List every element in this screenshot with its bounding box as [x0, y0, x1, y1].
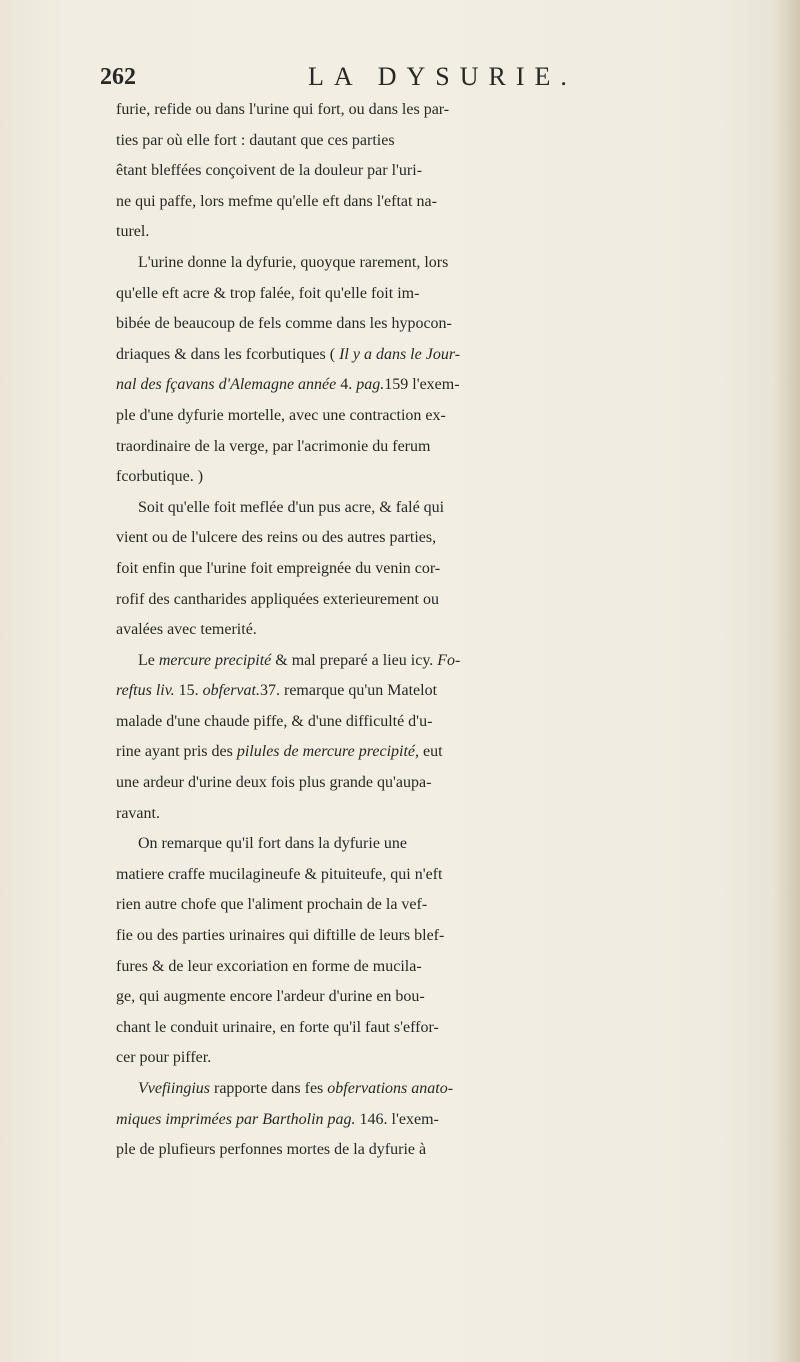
text-run: turel.: [116, 223, 150, 241]
text-line: [116, 187, 776, 218]
text-run: 37. remarque qu'un Matelot: [259, 682, 438, 700]
text-line: [116, 860, 776, 891]
text-run: rapporte dans fes: [209, 1080, 328, 1097]
text-run: fie ou des parties urinaires qui diftille de leurs blef-: [116, 927, 445, 945]
text-run: vient ou de l'ulcere des reins ou des autres parties,: [116, 529, 437, 547]
text-run: ple de plufieurs perfonnes mortes de la dyfurie à: [116, 1141, 427, 1159]
text-run: rofif des cantharides appliquées exterieurement ou: [116, 590, 439, 608]
text-run: 4.: [340, 376, 357, 394]
text-run: driaques & dans les fcorbutiques (: [116, 345, 340, 363]
italic-text: Il y a dans le Jour-: [339, 345, 461, 363]
text-line: [116, 676, 776, 707]
text-run: & mal preparé a lieu icy.: [271, 651, 438, 669]
text-line: [116, 217, 776, 248]
page-header: [100, 62, 700, 94]
text-line: [116, 829, 776, 860]
text-run: bibée de beaucoup de fels comme dans les hypocon-: [116, 315, 452, 333]
text-run: ties par où elle fort : dautant que ces parties: [116, 131, 395, 149]
italic-text: reftus liv.: [116, 682, 179, 700]
text-run: avalées avec temerité.: [116, 621, 257, 639]
text-run: foit enfin que l'urine foit empreignée du venin cor-: [116, 559, 441, 577]
italic-text: miques imprimées par Bartholin pag.: [116, 1110, 356, 1128]
text-line: [116, 799, 776, 830]
text-run: rine ayant pris des: [116, 743, 237, 761]
text-line: [116, 401, 776, 432]
text-run: cer pour piffer.: [116, 1049, 212, 1067]
italic-text: obfervations anato-: [327, 1080, 454, 1097]
text-line: [116, 646, 776, 677]
text-line: [116, 432, 776, 463]
text-run: ne qui paffe, lors mefme qu'elle eft dans l'eftat na-: [116, 192, 437, 210]
text-line: [116, 1013, 776, 1044]
text-run: traordinaire de la verge, par l'acrimonie du ferum: [116, 437, 431, 455]
text-run: 159 l'exem-: [384, 376, 460, 394]
text-run: rien autre chofe que l'aliment prochain de la vef-: [116, 896, 428, 914]
text-run: êtant bleffées conçoivent de la douleur par l'uri-: [116, 162, 423, 180]
italic-text: Fo-: [437, 651, 461, 669]
text-run: chant le conduit urinaire, en forte qu'il faut s'effor-: [116, 1018, 439, 1036]
text-run: fcorbutique. ): [116, 468, 204, 486]
text-line: [116, 585, 776, 616]
text-run: L'urine donne la dyfurie, quoyque rarement, lors: [138, 253, 449, 271]
text-line: [116, 615, 776, 646]
text-body: [116, 95, 776, 1166]
text-line: [116, 1135, 776, 1166]
text-run: malade d'une chaude piffe, & d'une difficulté d'u-: [116, 712, 433, 730]
text-line: [116, 1074, 776, 1105]
text-run: ple d'une dyfurie mortelle, avec une contraction ex-: [116, 406, 446, 424]
text-run: , eut: [415, 743, 443, 761]
text-line: [116, 156, 776, 187]
text-line: [116, 1043, 776, 1074]
italic-text: nal des fçavans d'Alemagne année: [116, 376, 341, 394]
text-line: [116, 707, 776, 738]
text-line: [116, 982, 776, 1013]
text-run: qu'elle eft acre & trop falée, foit qu'elle foit im-: [116, 284, 420, 302]
text-line: [116, 95, 776, 126]
text-run: furie, refide ou dans l'urine qui fort, ou dans les par-: [116, 101, 450, 118]
text-line: [116, 523, 776, 554]
text-run: matiere craffe mucilagineufe & pituiteufe, qui n'eft: [116, 865, 443, 883]
text-run: On remarque qu'il fort dans la dyfurie une: [138, 835, 408, 853]
text-run: fures & de leur excoriation en forme de mucila-: [116, 957, 422, 975]
text-run: ge, qui augmente encore l'ardeur d'urine en bou-: [116, 988, 425, 1006]
text-line: [116, 921, 776, 952]
running-title: LA DYSURIE.: [308, 62, 577, 91]
text-line: [116, 279, 776, 310]
text-line: [116, 768, 776, 799]
page-number: 262: [100, 64, 136, 90]
text-run: 15.: [178, 682, 203, 700]
italic-text: pilules de mercure precipité: [236, 743, 416, 761]
text-run: Le: [138, 651, 159, 669]
text-line: [116, 952, 776, 983]
text-line: [116, 737, 776, 768]
text-line: [116, 462, 776, 493]
italic-text: mercure precipité: [158, 651, 272, 669]
text-line: [116, 248, 776, 279]
text-run: une ardeur d'urine deux fois plus grande qu'aupa-: [116, 774, 432, 792]
italic-text: obfervat.: [202, 682, 260, 700]
text-line: [116, 890, 776, 921]
text-line: [116, 1105, 776, 1136]
italic-text: Vvefiingius: [138, 1080, 210, 1097]
text-run: Soit qu'elle foit meflée d'un pus acre, & falé qui: [138, 498, 445, 516]
text-line: [116, 493, 776, 524]
text-line: [116, 370, 776, 401]
text-line: [116, 126, 776, 157]
text-line: [116, 340, 776, 371]
text-line: [116, 554, 776, 585]
italic-text: pag.: [356, 376, 385, 394]
text-run: ravant.: [116, 804, 160, 822]
text-run: 146. l'exem-: [355, 1110, 439, 1128]
text-line: [116, 309, 776, 340]
